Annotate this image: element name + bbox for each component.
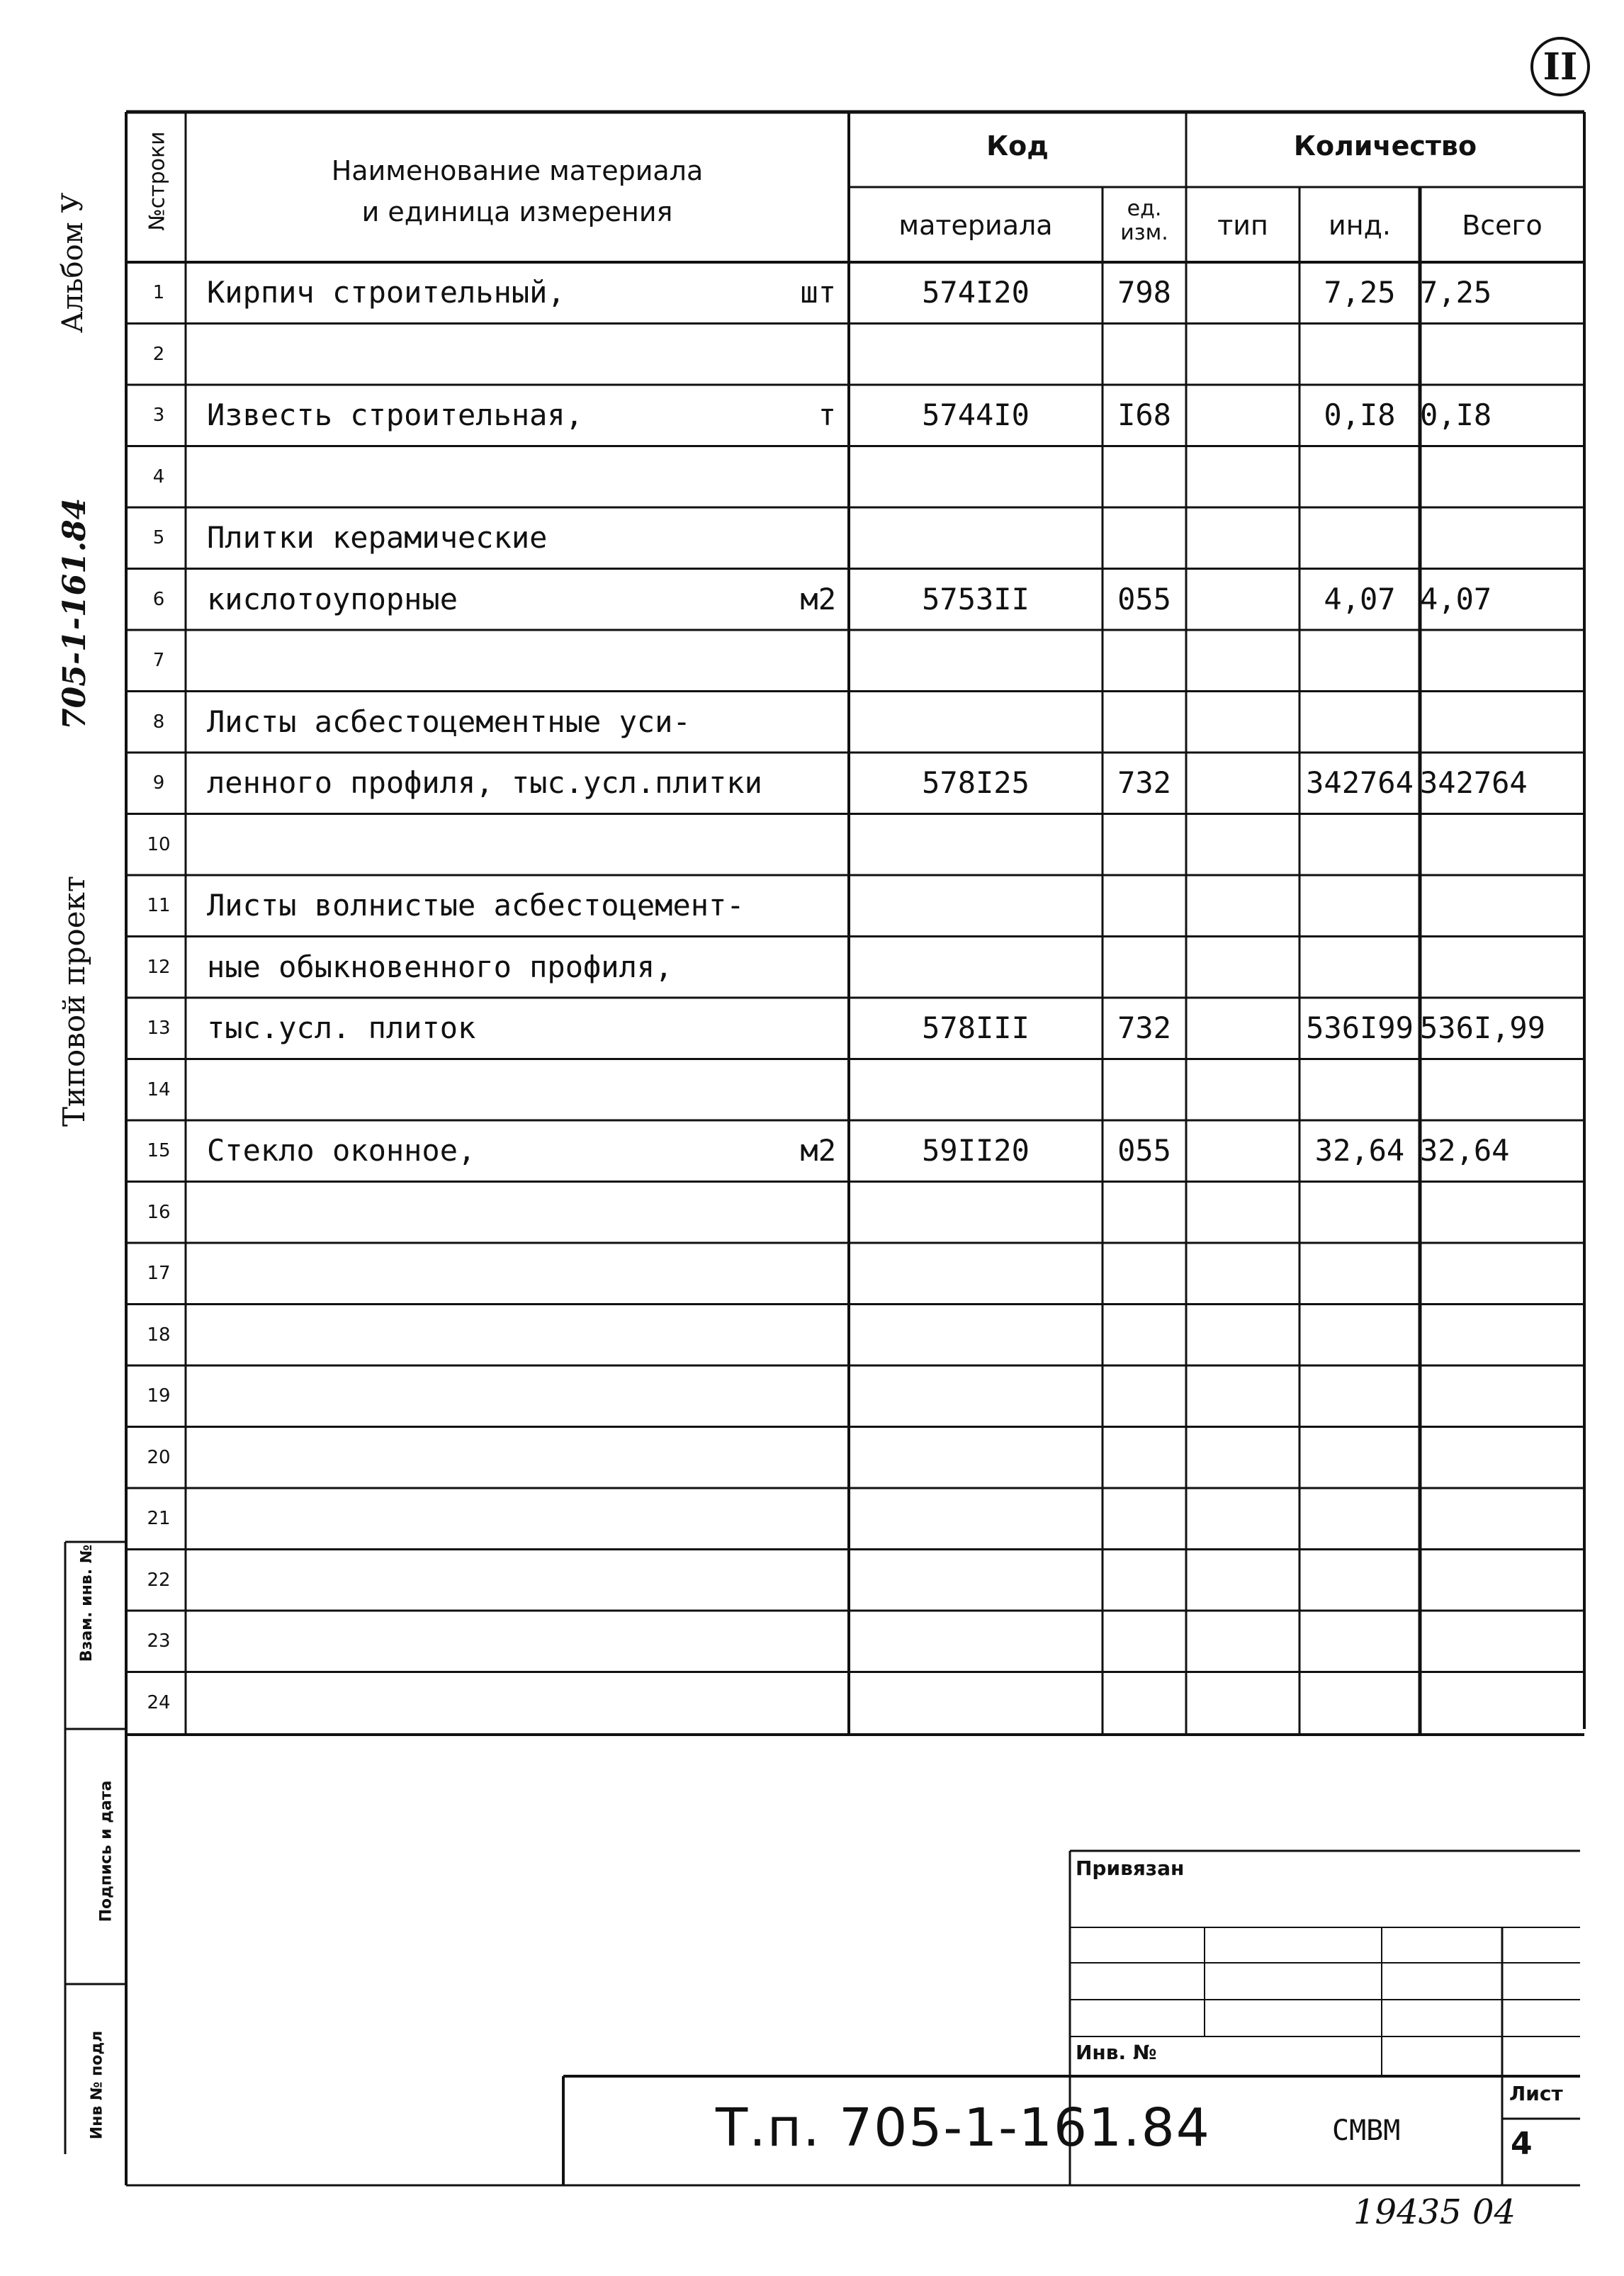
qty-total: 7,25 <box>1420 275 1492 310</box>
material-code: 574I20 <box>922 275 1030 310</box>
row-number: 24 <box>147 1691 171 1713</box>
material-code: 5753II <box>922 581 1030 616</box>
table-row <box>0 1427 1624 1489</box>
material-code: 578III <box>922 1010 1030 1045</box>
header-code-material: материала <box>898 210 1053 241</box>
table-row <box>0 262 1624 324</box>
row-number: 3 <box>152 405 165 426</box>
row-number: 22 <box>147 1569 171 1591</box>
unit-code: 055 <box>1117 1133 1171 1168</box>
material-name: кислотоупорные <box>207 581 458 616</box>
row-number: 23 <box>147 1630 171 1652</box>
qty-total: 342764 <box>1420 765 1528 800</box>
qty-ind: 342764 <box>1306 765 1414 800</box>
row-number: 15 <box>147 1140 171 1161</box>
material-code: 59II20 <box>922 1133 1030 1168</box>
table-row <box>0 814 1624 876</box>
row-number: 19 <box>147 1385 171 1407</box>
row-number: 10 <box>147 833 171 855</box>
qty-ind: 32,64 <box>1314 1133 1405 1168</box>
material-unit: м2 <box>800 1133 836 1168</box>
footer-handwritten-number: 19435 04 <box>1353 2192 1516 2232</box>
side-album-label: Альбом У <box>57 192 89 333</box>
header-code: Код <box>986 130 1049 162</box>
header-quantity: Количество <box>1293 130 1477 162</box>
side-project-type: Типовой проект <box>57 875 91 1127</box>
row-number: 6 <box>152 588 165 610</box>
table-row <box>0 1305 1624 1366</box>
stamp-sheet-label: Лист <box>1509 2082 1563 2105</box>
material-code: 5744I0 <box>922 398 1030 432</box>
qty-ind: 7,25 <box>1324 275 1396 310</box>
table-row <box>0 1120 1624 1182</box>
material-name: Известь строительная, <box>207 398 584 432</box>
qty-total: 0,I8 <box>1420 398 1492 432</box>
material-unit: т <box>818 398 836 432</box>
material-name: ленного профиля, тыс.усл.плитки <box>207 765 762 800</box>
table-row <box>0 569 1624 631</box>
table-row <box>0 1365 1624 1427</box>
material-name: тыс.усл. плиток <box>207 1010 476 1045</box>
material-unit: шт <box>800 275 836 310</box>
row-number: 11 <box>147 895 171 916</box>
header-qty-type: тип <box>1217 210 1268 241</box>
qty-total: 4,07 <box>1420 581 1492 616</box>
orig-inv-label: Инв № подл <box>88 2030 106 2140</box>
row-number: 2 <box>152 343 165 365</box>
material-name: Плитки керамические <box>207 520 548 555</box>
qty-ind: 4,07 <box>1324 581 1396 616</box>
unit-code: I68 <box>1117 398 1171 432</box>
table-row <box>0 1672 1624 1734</box>
table-row <box>0 753 1624 814</box>
table-row <box>0 998 1624 1059</box>
row-number: 16 <box>147 1201 171 1223</box>
header-name-line1: Наименование материала <box>331 155 704 186</box>
qty-total: 32,64 <box>1420 1133 1510 1168</box>
sheet-mark: II <box>1530 37 1590 96</box>
table-row <box>0 1182 1624 1244</box>
stamp-inv-label: Инв. № <box>1076 2041 1157 2064</box>
row-number: 12 <box>147 956 171 978</box>
table-row <box>0 937 1624 998</box>
unit-code: 732 <box>1117 765 1171 800</box>
stamp-doc-code: СМВМ <box>1332 2114 1401 2147</box>
table-row <box>0 507 1624 569</box>
row-number: 20 <box>147 1446 171 1468</box>
material-name: Листы асбестоцементные уси- <box>207 704 691 739</box>
qty-ind: 0,I8 <box>1324 398 1396 432</box>
table-row <box>0 324 1624 385</box>
stamp-designation: Т.п. 705-1-161.84 <box>716 2097 1211 2158</box>
unit-code: 798 <box>1117 275 1171 310</box>
header-row-number: №строки <box>145 131 170 231</box>
row-number: 18 <box>147 1324 171 1346</box>
material-name: Листы волнистые асбестоцемент- <box>207 888 745 923</box>
stamp-sheet-value: 4 <box>1511 2126 1533 2162</box>
row-number: 14 <box>147 1078 171 1100</box>
material-name: ные обыкновенного профиля, <box>207 949 673 984</box>
stamp-bound-label: Привязан <box>1076 1857 1185 1880</box>
row-number: 4 <box>152 466 165 488</box>
table-row <box>0 1243 1624 1305</box>
table-row <box>0 385 1624 446</box>
row-number: 9 <box>152 772 165 794</box>
material-name: Кирпич строительный, <box>207 275 565 310</box>
material-name: Стекло оконное, <box>207 1133 476 1168</box>
row-number: 13 <box>147 1018 171 1039</box>
table-row <box>0 1488 1624 1550</box>
table-row <box>0 630 1624 692</box>
unit-code: 732 <box>1117 1010 1171 1045</box>
table-row <box>0 692 1624 753</box>
qty-total: 536I,99 <box>1420 1010 1546 1045</box>
unit-code: 055 <box>1117 581 1171 616</box>
replace-inv-label: Взам. инв. № <box>78 1544 96 1662</box>
table-row <box>0 875 1624 937</box>
table-row <box>0 446 1624 508</box>
table-row <box>0 1550 1624 1611</box>
qty-ind: 536I99 <box>1306 1010 1414 1045</box>
row-number: 8 <box>152 711 165 733</box>
table-row <box>0 1611 1624 1672</box>
header-qty-ind: инд. <box>1329 210 1391 241</box>
row-number: 7 <box>152 650 165 671</box>
material-code: 578I25 <box>922 765 1030 800</box>
header-name-line2: и единица измерения <box>361 196 673 227</box>
table-row <box>0 1059 1624 1121</box>
header-code-unit: ед. изм. <box>1120 196 1168 245</box>
row-number: 1 <box>152 282 165 303</box>
header-name <box>186 150 849 232</box>
row-number: 17 <box>147 1263 171 1284</box>
header-qty-total: Всего <box>1462 210 1543 241</box>
side-project-code: 705-1-161.84 <box>57 497 93 730</box>
row-number: 5 <box>152 527 165 548</box>
row-number: 21 <box>147 1508 171 1529</box>
signature-date-label: Подпись и дата <box>97 1780 115 1922</box>
material-unit: м2 <box>800 581 836 616</box>
